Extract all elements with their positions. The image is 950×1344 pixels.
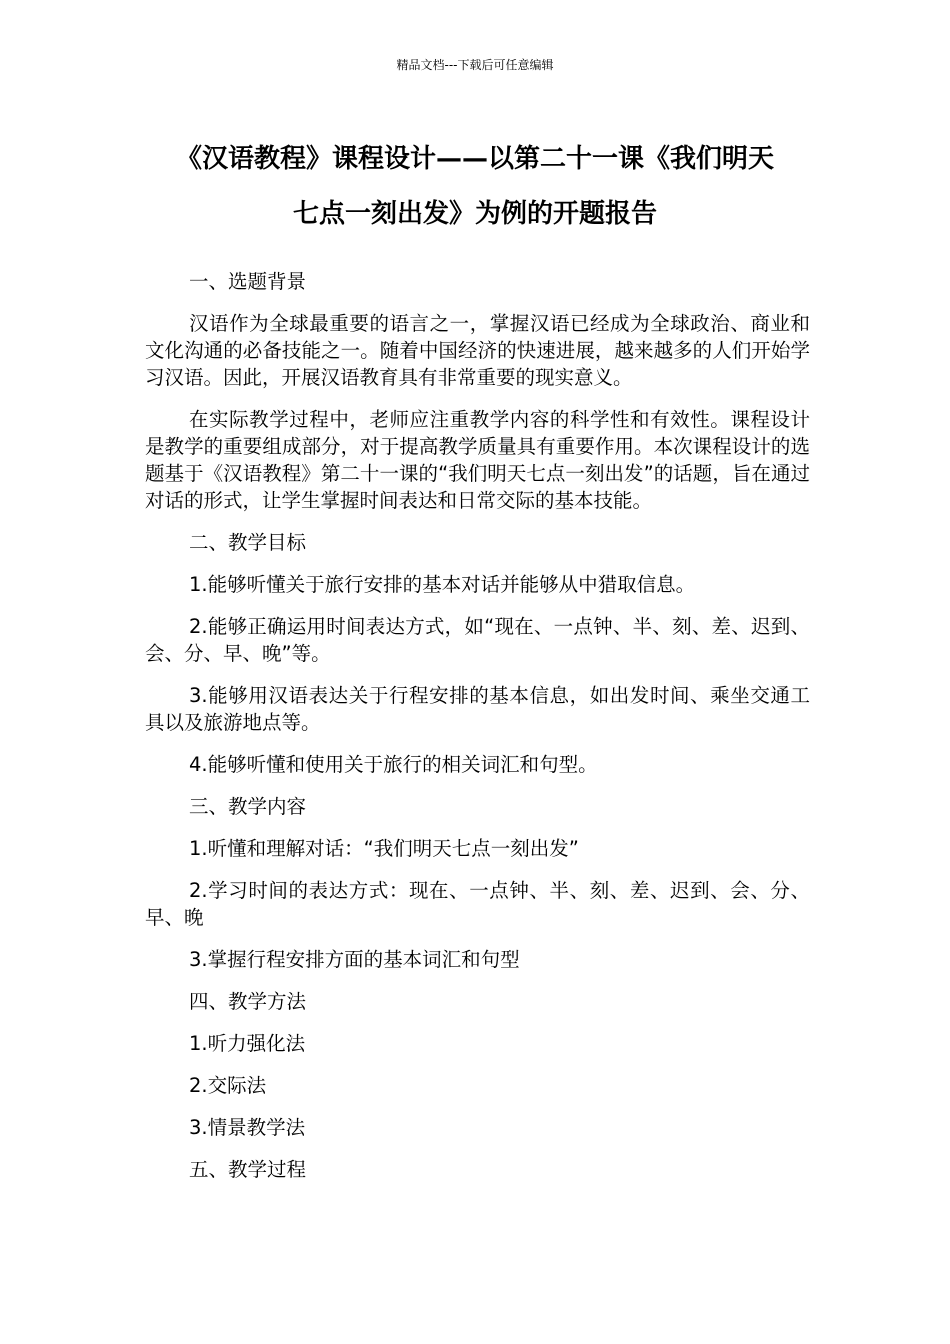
title-line-2: 七点一刻出发》为例的开题报告 <box>292 199 657 229</box>
list-item: 1.听懂和理解对话：“我们明天七点一刻出发” <box>189 837 579 860</box>
list-item: 3.情景教学法 <box>189 1116 306 1139</box>
list-item: 2.交际法 <box>189 1074 267 1097</box>
title-line-1: 《汉语教程》课程设计——以第二十一课《我们明天 <box>175 144 774 174</box>
document-body <box>145 268 810 1198</box>
section-heading-content: 三、教学内容 <box>189 795 307 818</box>
section-heading-objectives: 二、教学目标 <box>189 531 307 554</box>
list-item: 4.能够听懂和使用关于旅行的相关词汇和句型。 <box>189 753 598 776</box>
document-title <box>120 132 830 242</box>
list-item: 2.能够正确运用时间表达方式，如“现在、一点钟、半、刻、差、迟到、会、分、早、晚”等。 <box>145 615 810 665</box>
list-item: 2.学习时间的表达方式：现在、一点钟、半、刻、差、迟到、会、分、早、晚 <box>145 879 810 929</box>
section-heading-methods: 四、教学方法 <box>189 990 307 1013</box>
paragraph: 汉语作为全球最重要的语言之一，掌握汉语已经成为全球政治、商业和文化沟通的必备技能之一。随着中国经济的快速进展，越来越多的人们开始学习汉语。因此，开展汉语教育具有非常重要的现实意义。 <box>145 312 810 389</box>
header-note: 精品文档---下载后可任意编辑 <box>396 58 554 72</box>
section-heading-process: 五、教学过程 <box>189 1158 307 1181</box>
list-item: 1.听力强化法 <box>189 1032 306 1055</box>
list-item: 3.能够用汉语表达关于行程安排的基本信息，如出发时间、乘坐交通工具以及旅游地点等。 <box>145 684 810 734</box>
paragraph: 在实际教学过程中，老师应注重教学内容的科学性和有效性。课程设计是教学的重要组成部分，对于提高教学质量具有重要作用。本次课程设计的选题基于《汉语教程》第二十一课的“我们明天七点一刻出发”的话题，旨在通过对话的形式，让学生掌握时间表达和日常交际的基本技能。 <box>145 408 810 512</box>
list-item: 3.掌握行程安排方面的基本词汇和句型 <box>189 948 520 971</box>
section-heading-background: 一、选题背景 <box>189 270 307 293</box>
list-item: 1.能够听懂关于旅行安排的基本对话并能够从中猎取信息。 <box>189 573 696 596</box>
